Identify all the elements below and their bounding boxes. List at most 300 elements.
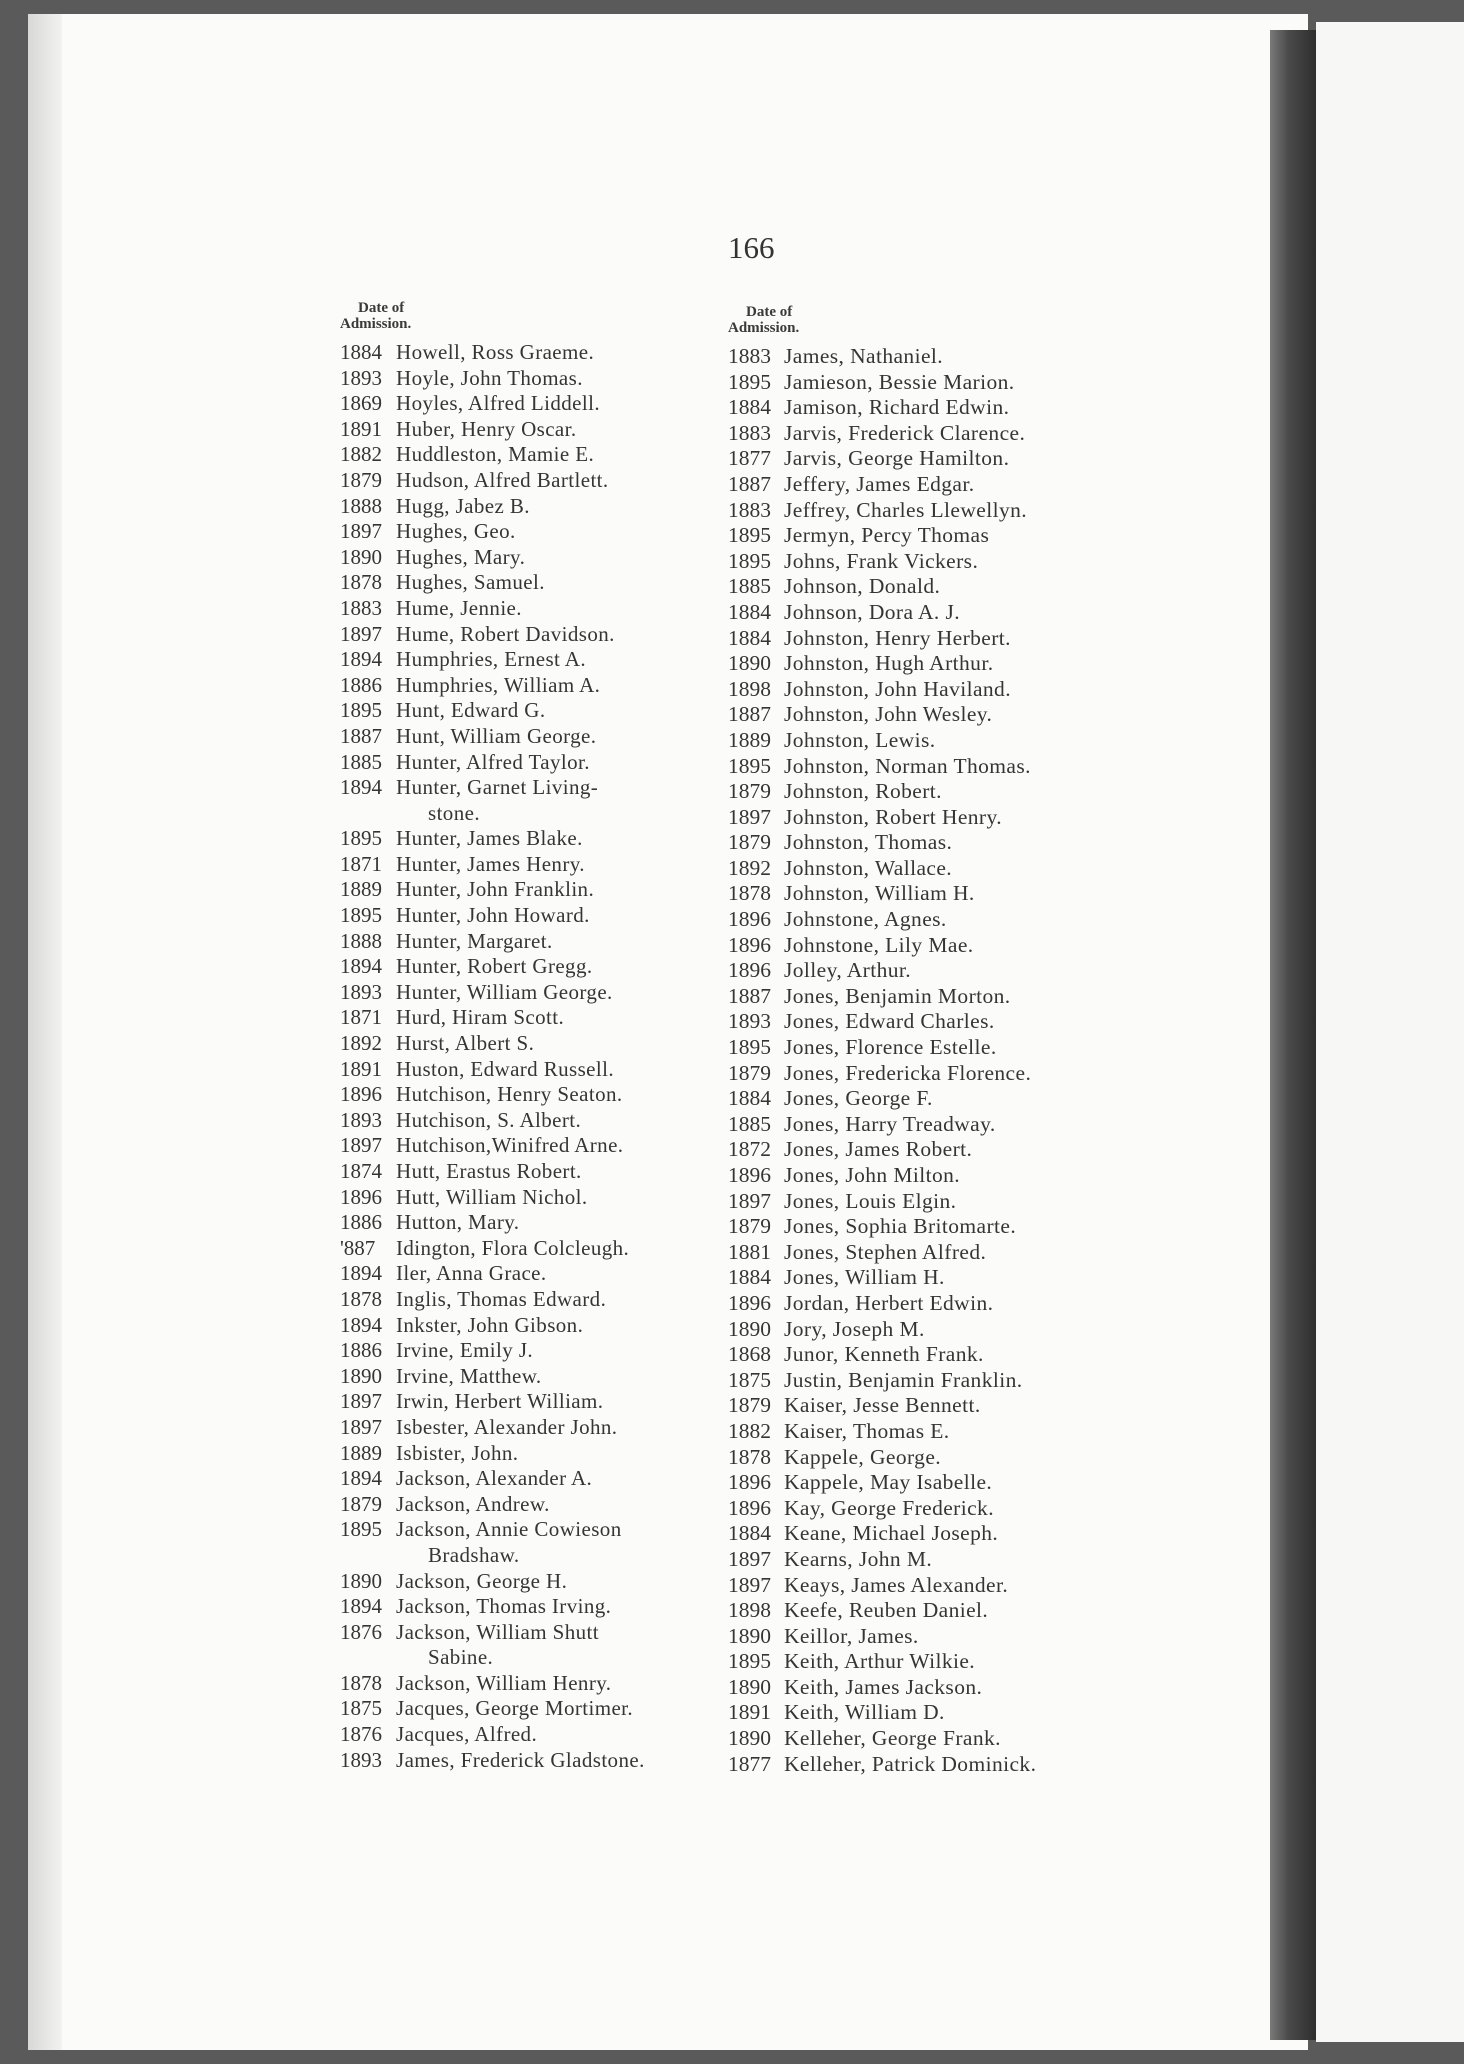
member-name: Jackson, Alexander A.	[396, 1466, 593, 1491]
list-item	[728, 1419, 1148, 1445]
admission-year: 1893	[340, 1107, 382, 1132]
member-name: Keillor, James.	[784, 1623, 919, 1648]
member-name: Hunter, Robert Gregg.	[396, 954, 593, 979]
list-item	[728, 728, 1148, 754]
admission-year: 1874	[340, 1159, 382, 1183]
admission-year: 1897	[340, 519, 382, 544]
list-item	[728, 472, 1148, 498]
list-item	[340, 545, 740, 571]
list-item	[728, 421, 1148, 447]
list-item	[340, 852, 740, 878]
member-name: Idington, Flora Colcleugh.	[396, 1235, 630, 1260]
list-item	[728, 933, 1148, 959]
admission-year: 1895	[340, 826, 382, 851]
member-name-continuation: stone.	[428, 800, 480, 825]
list-item	[728, 1163, 1148, 1189]
member-name: Hughes, Mary.	[396, 544, 526, 569]
member-name: Keays, James Alexander.	[784, 1572, 1009, 1597]
admission-year: 1895	[728, 523, 771, 548]
page-number: 166	[728, 230, 775, 265]
member-name: Irvine, Matthew.	[396, 1363, 542, 1388]
list-item	[728, 1240, 1148, 1266]
member-name: Jones, William H.	[784, 1265, 945, 1290]
list-item	[728, 1624, 1148, 1650]
member-name: Hunter, John Howard.	[396, 903, 590, 928]
list-item	[728, 1521, 1148, 1547]
list-item	[728, 574, 1148, 600]
admission-year: 1895	[728, 1649, 771, 1674]
list-item	[340, 724, 740, 750]
member-name: Keith, Arthur Wilkie.	[784, 1649, 976, 1674]
admission-year: 1894	[340, 1466, 382, 1491]
list-item	[340, 1441, 740, 1467]
member-name: Jacques, George Mortimer.	[396, 1696, 634, 1721]
member-name: Kaiser, Jesse Bennett.	[784, 1393, 981, 1418]
list-item	[340, 442, 740, 468]
list-item	[728, 1086, 1148, 1112]
admission-year: 1887	[728, 983, 771, 1008]
member-name: Kearns, John M.	[784, 1546, 933, 1571]
list-item	[340, 673, 740, 699]
admission-year: 1897	[728, 1572, 771, 1597]
right-column	[728, 304, 1148, 1777]
column-header-line1: Date of	[746, 304, 793, 320]
left-column	[340, 300, 740, 1773]
list-item-continuation	[340, 1543, 740, 1569]
member-name: Johnston, Thomas.	[784, 830, 953, 855]
column-header	[728, 304, 1148, 336]
member-name: Johnston, Lewis.	[784, 727, 936, 752]
list-item	[728, 830, 1148, 856]
admission-year: 1882	[728, 1418, 771, 1443]
admission-year: 1884	[728, 395, 771, 420]
member-name: Hutt, Erastus Robert.	[396, 1159, 582, 1183]
admission-year: 1893	[340, 365, 382, 390]
indent-spacer	[340, 1543, 428, 1569]
member-name: Kappele, George.	[784, 1444, 942, 1469]
admission-year: 1878	[340, 570, 382, 595]
list-item	[340, 519, 740, 545]
list-item	[340, 929, 740, 955]
admission-year: 1887	[728, 702, 771, 727]
list-item	[728, 1700, 1148, 1726]
admission-year: 1891	[728, 1700, 771, 1725]
list-item	[728, 1342, 1148, 1368]
list-item	[340, 1671, 740, 1697]
admission-year: 1887	[340, 723, 382, 748]
member-name: Hunt, Edward G.	[396, 698, 546, 723]
member-name: Johnston, Robert.	[784, 779, 942, 804]
list-item	[340, 1108, 740, 1134]
member-name: Jackson, Andrew.	[396, 1491, 550, 1516]
admission-year: 1890	[728, 1674, 771, 1699]
member-name: Justin, Benjamin Franklin.	[784, 1367, 1023, 1392]
member-name: Johnston, Robert Henry.	[784, 804, 1003, 829]
list-item	[728, 1317, 1148, 1343]
member-name: Hughes, Geo.	[396, 519, 516, 544]
admission-year: 1886	[340, 672, 382, 697]
admission-year: 1895	[340, 698, 382, 723]
list-item	[340, 1185, 740, 1211]
list-item	[340, 1005, 740, 1031]
list-item	[728, 1726, 1148, 1752]
book-page	[28, 14, 1308, 2050]
admission-year: 1885	[728, 574, 771, 599]
list-item	[728, 344, 1148, 370]
admission-year: 1897	[728, 1546, 771, 1571]
admission-year: 1889	[340, 1440, 382, 1465]
member-name: Hunter, John Franklin.	[396, 877, 595, 902]
list-item	[728, 702, 1148, 728]
list-item	[340, 903, 740, 929]
member-name: Hutt, William Nichol.	[396, 1184, 588, 1209]
member-name: Hoyles, Alfred Liddell.	[396, 391, 600, 416]
member-name: Huber, Henry Oscar.	[396, 416, 577, 441]
list-item	[340, 750, 740, 776]
member-name: Jarvis, George Hamilton.	[784, 446, 1010, 471]
member-name: Jory, Joseph M.	[784, 1316, 925, 1341]
member-name: Hume, Robert Davidson.	[396, 621, 615, 646]
list-item	[728, 1112, 1148, 1138]
member-name: Jamieson, Bessie Marion.	[784, 369, 1015, 394]
member-name: Hutchison, S. Albert.	[396, 1107, 582, 1132]
admission-year: 1878	[340, 1670, 382, 1695]
member-name: Hutchison,Winifred Arne.	[396, 1133, 624, 1158]
list-item	[728, 779, 1148, 805]
list-item	[728, 1649, 1148, 1675]
list-item	[728, 856, 1148, 882]
admission-year: 1882	[340, 442, 382, 467]
indent-spacer	[340, 801, 428, 827]
member-name: Inkster, John Gibson.	[396, 1312, 584, 1337]
member-name: Iler, Anna Grace.	[396, 1261, 547, 1286]
list-item	[340, 417, 740, 443]
list-item	[728, 1137, 1148, 1163]
admission-year: 1884	[728, 625, 771, 650]
member-name: Johnson, Donald.	[784, 574, 941, 599]
admission-year: 1889	[728, 727, 771, 752]
admission-year: 1884	[728, 1521, 771, 1546]
list-item	[728, 498, 1148, 524]
list-item	[340, 1748, 740, 1774]
admission-year: 1875	[340, 1696, 382, 1721]
list-item	[340, 954, 740, 980]
indent-spacer	[340, 1645, 428, 1671]
admission-year: 1886	[340, 1210, 382, 1235]
member-name: Kelleher, Patrick Dominick.	[784, 1751, 1037, 1776]
member-name: Jones, Sophia Britomarte.	[784, 1214, 1017, 1239]
list-item	[728, 1035, 1148, 1061]
admission-year: 1878	[728, 881, 771, 906]
admission-year: 1881	[728, 1239, 771, 1264]
admission-year: 1897	[340, 1414, 382, 1439]
member-name: Hunt, William George.	[396, 723, 597, 748]
member-name: Jolley, Arthur.	[784, 958, 912, 983]
admission-year: 1885	[728, 1111, 771, 1136]
member-name: Jones, Edward Charles.	[784, 1009, 995, 1034]
member-name: Johnstone, Lily Mae.	[784, 932, 974, 957]
list-item	[728, 1496, 1148, 1522]
list-item	[340, 570, 740, 596]
member-name: Isbister, John.	[396, 1440, 519, 1465]
member-name: Irwin, Herbert William.	[396, 1389, 604, 1414]
list-item	[728, 958, 1148, 984]
page-edge-shadow	[28, 14, 62, 2050]
admission-year: 1892	[340, 1031, 382, 1056]
member-name: Johnston, John Haviland.	[784, 676, 1011, 701]
list-item	[340, 1338, 740, 1364]
admission-year: 1878	[728, 1444, 771, 1469]
list-item	[340, 980, 740, 1006]
list-item	[340, 1466, 740, 1492]
member-name: Jarvis, Frederick Clarence.	[784, 420, 1026, 445]
admission-year: 1897	[340, 621, 382, 646]
admission-year: 1895	[728, 548, 771, 573]
list-item	[340, 340, 740, 366]
list-item	[340, 1261, 740, 1287]
member-name: Hughes, Samuel.	[396, 570, 545, 595]
member-name: Hunter, William George.	[396, 979, 613, 1004]
list-item	[728, 677, 1148, 703]
admission-year: 1894	[340, 775, 382, 800]
list-item-continuation	[340, 1645, 740, 1671]
admission-year: 1892	[728, 855, 771, 880]
admission-year: 1894	[340, 1261, 382, 1286]
admission-year: 1875	[728, 1367, 771, 1392]
admission-year: 1896	[728, 1495, 771, 1520]
member-name: Hunter, Garnet Living-	[396, 775, 599, 800]
member-name: Irvine, Emily J.	[396, 1338, 534, 1363]
list-item	[728, 370, 1148, 396]
admission-year: 1895	[340, 903, 382, 928]
admission-year: 1890	[728, 1726, 771, 1751]
list-item	[340, 1236, 740, 1262]
member-name: Jackson, William Shutt	[396, 1619, 599, 1644]
list-item	[340, 1594, 740, 1620]
member-name: Hunter, James Henry.	[396, 851, 585, 876]
member-name: Keith, William D.	[784, 1700, 945, 1725]
member-name: Jones, Florence Estelle.	[784, 1035, 997, 1060]
list-item	[340, 1287, 740, 1313]
list-item	[340, 698, 740, 724]
list-item	[340, 1415, 740, 1441]
admission-year: 1896	[728, 1290, 771, 1315]
admission-year: 1871	[340, 1005, 382, 1030]
member-name: Jamison, Richard Edwin.	[784, 395, 1010, 420]
admission-year: 1894	[340, 1594, 382, 1619]
list-item	[340, 1492, 740, 1518]
admission-year: 1893	[728, 1009, 771, 1034]
admission-year: 1898	[728, 676, 771, 701]
member-name: Jones, James Robert.	[784, 1137, 973, 1162]
list-item	[728, 549, 1148, 575]
member-name: Johnston, Hugh Arthur.	[784, 651, 994, 676]
member-name: Jackson, Thomas Irving.	[396, 1594, 612, 1619]
list-item	[728, 626, 1148, 652]
list-item	[728, 1547, 1148, 1573]
member-name: Huddleston, Mamie E.	[396, 442, 595, 467]
list-item	[340, 1364, 740, 1390]
member-name: Johnson, Dora A. J.	[784, 599, 961, 624]
member-name: Howell, Ross Graeme.	[396, 340, 595, 364]
admission-year: 1878	[340, 1286, 382, 1311]
admission-year: 1890	[340, 544, 382, 569]
member-name: Jordan, Herbert Edwin.	[784, 1290, 994, 1315]
admission-year: 1883	[728, 344, 771, 368]
list-item	[728, 600, 1148, 626]
list-item	[340, 596, 740, 622]
member-name: Hunter, Margaret.	[396, 928, 553, 953]
member-name: Johnston, Norman Thomas.	[784, 753, 1031, 778]
list-item	[728, 805, 1148, 831]
member-name: Kelleher, George Frank.	[784, 1726, 1001, 1751]
column-header-line2: Admission.	[340, 316, 412, 332]
admission-year: 1885	[340, 749, 382, 774]
member-name: Hutchison, Henry Seaton.	[396, 1082, 623, 1107]
admission-year: 1894	[340, 954, 382, 979]
admission-year: 1891	[340, 1056, 382, 1081]
member-name: Inglis, Thomas Edward.	[396, 1286, 607, 1311]
list-item	[728, 1470, 1148, 1496]
member-name: Jackson, William Henry.	[396, 1670, 612, 1695]
member-name: Hunter, Alfred Taylor.	[396, 749, 590, 774]
member-name: Jones, Benjamin Morton.	[784, 983, 1011, 1008]
member-name: Jones, Harry Treadway.	[784, 1111, 996, 1136]
list-item	[728, 881, 1148, 907]
list-item	[728, 1752, 1148, 1778]
admission-year: 1896	[340, 1082, 382, 1107]
admission-year: 1893	[340, 1747, 382, 1772]
member-name: Johnston, Wallace.	[784, 855, 953, 880]
list-item	[728, 395, 1148, 421]
list-item	[340, 1057, 740, 1083]
admission-list	[728, 344, 1148, 1777]
admission-year: 1894	[340, 647, 382, 672]
member-name: Jones, Louis Elgin.	[784, 1188, 957, 1213]
list-item	[340, 391, 740, 417]
admission-year: 1890	[728, 651, 771, 676]
admission-list	[340, 340, 740, 1773]
member-name: Jeffery, James Edgar.	[784, 471, 975, 496]
admission-year: 1884	[340, 340, 382, 364]
admission-year: 1883	[728, 420, 771, 445]
admission-year: 1896	[728, 1163, 771, 1187]
list-item	[728, 984, 1148, 1010]
member-name-continuation: Bradshaw.	[428, 1542, 520, 1567]
admission-year: 1894	[340, 1312, 382, 1337]
admission-year: 1883	[340, 595, 382, 620]
admission-year: 1893	[340, 979, 382, 1004]
list-item	[340, 468, 740, 494]
admission-year: 1895	[728, 369, 771, 394]
list-item	[728, 907, 1148, 933]
admission-year: 1897	[728, 1188, 771, 1213]
list-item	[340, 366, 740, 392]
member-name: Hunter, James Blake.	[396, 826, 583, 851]
admission-year: 1887	[728, 471, 771, 496]
member-name: Kappele, May Isabelle.	[784, 1470, 993, 1495]
admission-year: 1879	[340, 1491, 382, 1516]
member-name: Jones, George F.	[784, 1086, 933, 1111]
admission-year: 1896	[728, 932, 771, 957]
admission-year: 1888	[340, 928, 382, 953]
member-name: Kay, George Frederick.	[784, 1495, 994, 1520]
admission-year: 1895	[340, 1517, 382, 1542]
admission-year: 1897	[340, 1389, 382, 1414]
book-spine-shadow	[1270, 30, 1316, 2040]
list-item	[340, 1133, 740, 1159]
list-item	[340, 826, 740, 852]
admission-year: 1891	[340, 416, 382, 441]
member-name: Hugg, Jabez B.	[396, 493, 530, 518]
list-item	[340, 1389, 740, 1415]
member-name: Huston, Edward Russell.	[396, 1056, 615, 1081]
admission-year: 1889	[340, 877, 382, 902]
member-name: Hudson, Alfred Bartlett.	[396, 467, 609, 492]
member-name: Jeffrey, Charles Llewellyn.	[784, 497, 1028, 522]
member-name: Hoyle, John Thomas.	[396, 365, 583, 390]
admission-year: 1888	[340, 493, 382, 518]
member-name: Hurd, Hiram Scott.	[396, 1005, 565, 1030]
member-name: Jackson, George H.	[396, 1568, 568, 1593]
admission-year: 1879	[728, 1060, 771, 1085]
admission-year: 1884	[728, 1086, 771, 1111]
member-name: Johnston, Henry Herbert.	[784, 625, 1011, 650]
admission-year: 1869	[340, 391, 382, 416]
admission-year: 1897	[340, 1133, 382, 1158]
admission-year: 1879	[728, 1214, 771, 1239]
list-item	[728, 651, 1148, 677]
admission-year: 1876	[340, 1722, 382, 1747]
member-name: Jones, Stephen Alfred.	[784, 1239, 987, 1264]
list-item	[728, 1291, 1148, 1317]
member-name: Isbester, Alexander John.	[396, 1414, 618, 1439]
list-item	[728, 754, 1148, 780]
admission-year: 1872	[728, 1137, 771, 1162]
admission-year: 1883	[728, 497, 771, 522]
list-item	[340, 1210, 740, 1236]
list-item	[728, 1009, 1148, 1035]
admission-year: 1890	[728, 1623, 771, 1648]
admission-year: 1890	[340, 1568, 382, 1593]
member-name: Junor, Kenneth Frank.	[784, 1342, 984, 1367]
list-item	[728, 1445, 1148, 1471]
column-header-line1: Date of	[358, 300, 405, 316]
admission-year: 1897	[728, 804, 771, 829]
list-item	[728, 1573, 1148, 1599]
list-item	[728, 1598, 1148, 1624]
list-item	[340, 1313, 740, 1339]
member-name: Keith, James Jackson.	[784, 1674, 983, 1699]
list-item	[340, 1722, 740, 1748]
list-item	[340, 1082, 740, 1108]
admission-year: '887	[340, 1235, 376, 1260]
member-name: Kaiser, Thomas E.	[784, 1418, 950, 1443]
list-item	[340, 1620, 740, 1646]
list-item	[340, 647, 740, 673]
member-name: Keane, Michael Joseph.	[784, 1521, 999, 1546]
admission-year: 1884	[728, 599, 771, 624]
admission-year: 1890	[728, 1316, 771, 1341]
member-name: Humphries, William A.	[396, 672, 601, 697]
column-header-line2: Admission.	[728, 320, 800, 336]
admission-year: 1896	[340, 1184, 382, 1209]
member-name: Jackson, Annie Cowieson	[396, 1517, 622, 1542]
list-item-continuation	[340, 801, 740, 827]
admission-year: 1886	[340, 1338, 382, 1363]
list-item	[728, 523, 1148, 549]
list-item	[728, 1265, 1148, 1291]
